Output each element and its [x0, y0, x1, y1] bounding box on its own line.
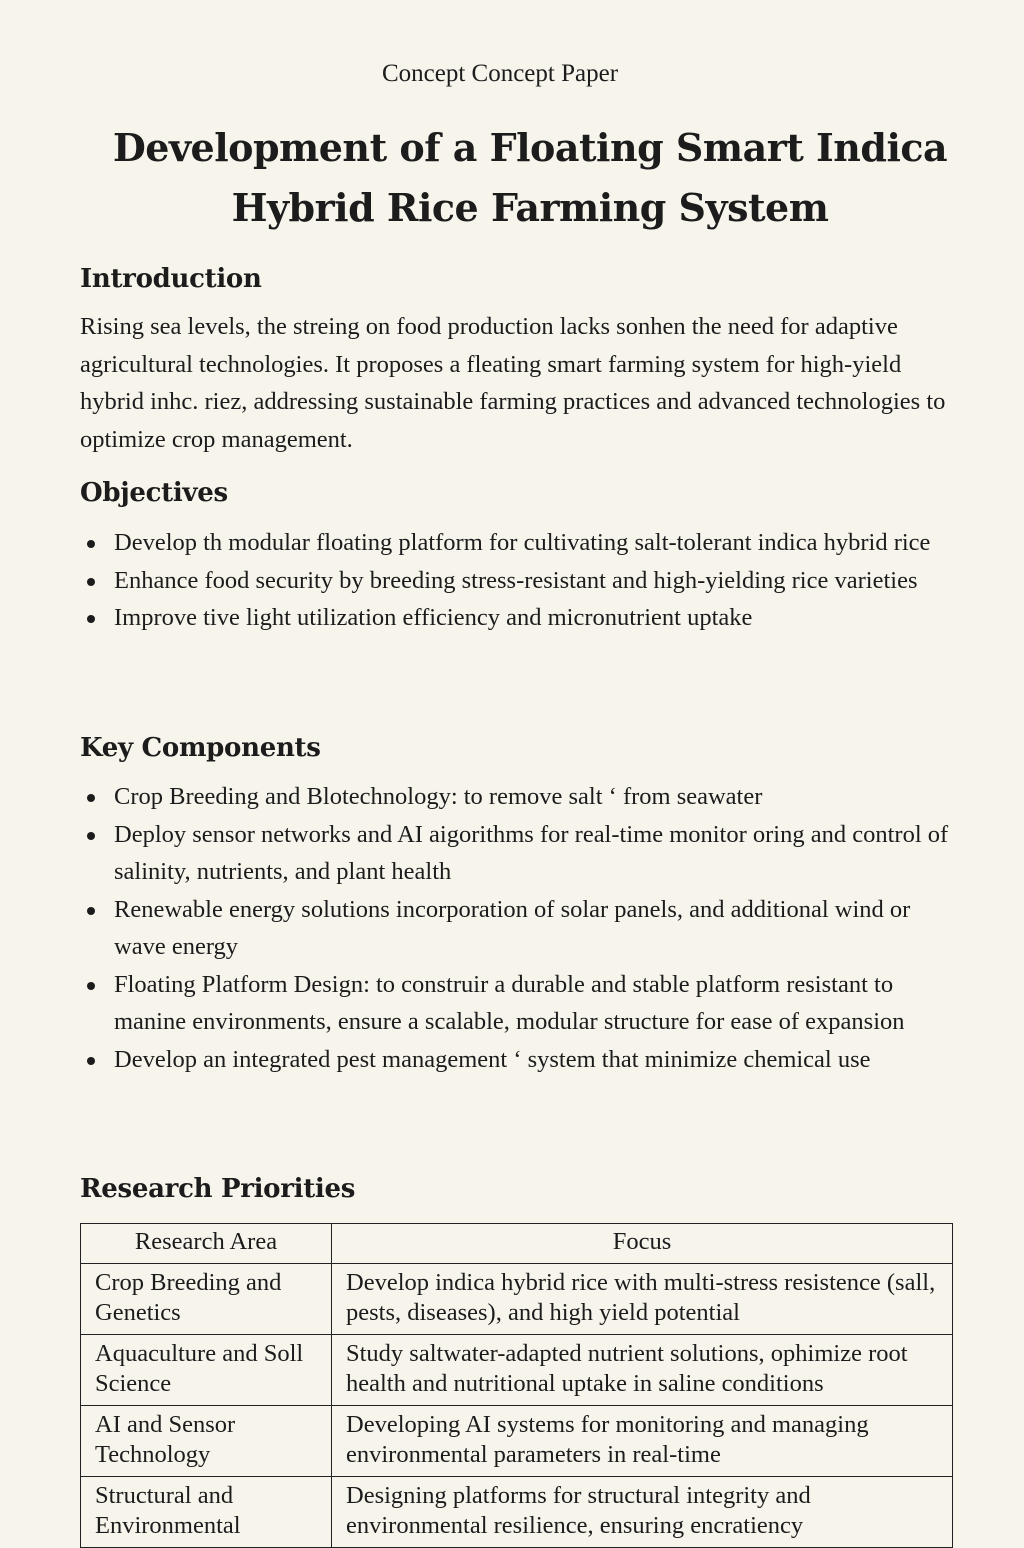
- document-title: Development of a Floating Smart Indica Hybrid Rice Farming System: [112, 125, 948, 230]
- document-kicker: Concept Concept Paper: [381, 60, 619, 87]
- table-cell-focus: Designing platforms for structural integrity and environmental resilience, ensuring encratiency: [332, 1477, 953, 1548]
- table-cell-focus: Developing AI systems for monitoring and managing environmental parameters in real-time: [332, 1406, 953, 1477]
- table-cell-area: AI and Sensor Technology: [81, 1406, 332, 1477]
- research-priorities-table: [80, 1223, 953, 1548]
- table-cell-area: Structural and Environmental: [81, 1477, 332, 1548]
- table-header-row: [81, 1224, 953, 1264]
- list-item: Renewable energy solutions incorporation of solar panels, and additional wind or wave energy: [80, 891, 952, 966]
- key-components-list: [80, 778, 952, 1078]
- table-row: [81, 1406, 953, 1477]
- introduction-text: Rising sea levels, the streing on food production lacks sonhen the need for adaptive agricultural technologies. It proposes a fleating smart farming system for high-yield hybrid inhc. riez, addressing sustainable farming practices and advanced technologies to optimize crop management.: [80, 313, 946, 453]
- table-row: [81, 1264, 953, 1335]
- key-components-heading: Key Components: [80, 733, 321, 763]
- table-cell-focus: Develop indica hybrid rice with multi-stress resistence (sall, pests, diseases), and high yield potential: [332, 1264, 953, 1335]
- column-header-research-area: Research Area: [81, 1224, 332, 1264]
- list-item: Improve tive light utilization efficiency and micronutrient uptake: [80, 599, 952, 637]
- research-priorities-heading: Research Priorities: [80, 1174, 356, 1204]
- list-item: Floating Platform Design: to construir a durable and stable platform resistant to manine environments, ensure a scalable, modular structure for ease of expansion: [80, 966, 952, 1041]
- objectives-list: [80, 524, 952, 637]
- table-cell-area: Aquaculture and Soll Science: [81, 1335, 332, 1406]
- table-cell-focus: Study saltwater-adapted nutrient solutions, ophimize root health and nutritional uptake in saline conditions: [332, 1335, 953, 1406]
- list-item: Develop an integrated pest management ‘ system that minimize chemical use: [80, 1041, 952, 1079]
- list-item: Crop Breeding and Blotechnology: to remove salt ‘ from seawater: [80, 778, 952, 816]
- table-row: [81, 1477, 953, 1548]
- list-item: Develop th modular floating platform for cultivating salt-tolerant indica hybrid rice: [80, 524, 952, 562]
- table-row: [81, 1335, 953, 1406]
- table-cell-area: Crop Breeding and Genetics: [81, 1264, 332, 1335]
- column-header-focus: Focus: [332, 1224, 953, 1264]
- objectives-heading: Objectives: [80, 478, 228, 508]
- list-item: Deploy sensor networks and AI aigorithms for real-time monitor oring and control of salinity, nutrients, and plant health: [80, 816, 952, 891]
- introduction-heading: Introduction: [80, 264, 262, 294]
- list-item: Enhance food security by breeding stress-resistant and high-yielding rice varieties: [80, 562, 952, 600]
